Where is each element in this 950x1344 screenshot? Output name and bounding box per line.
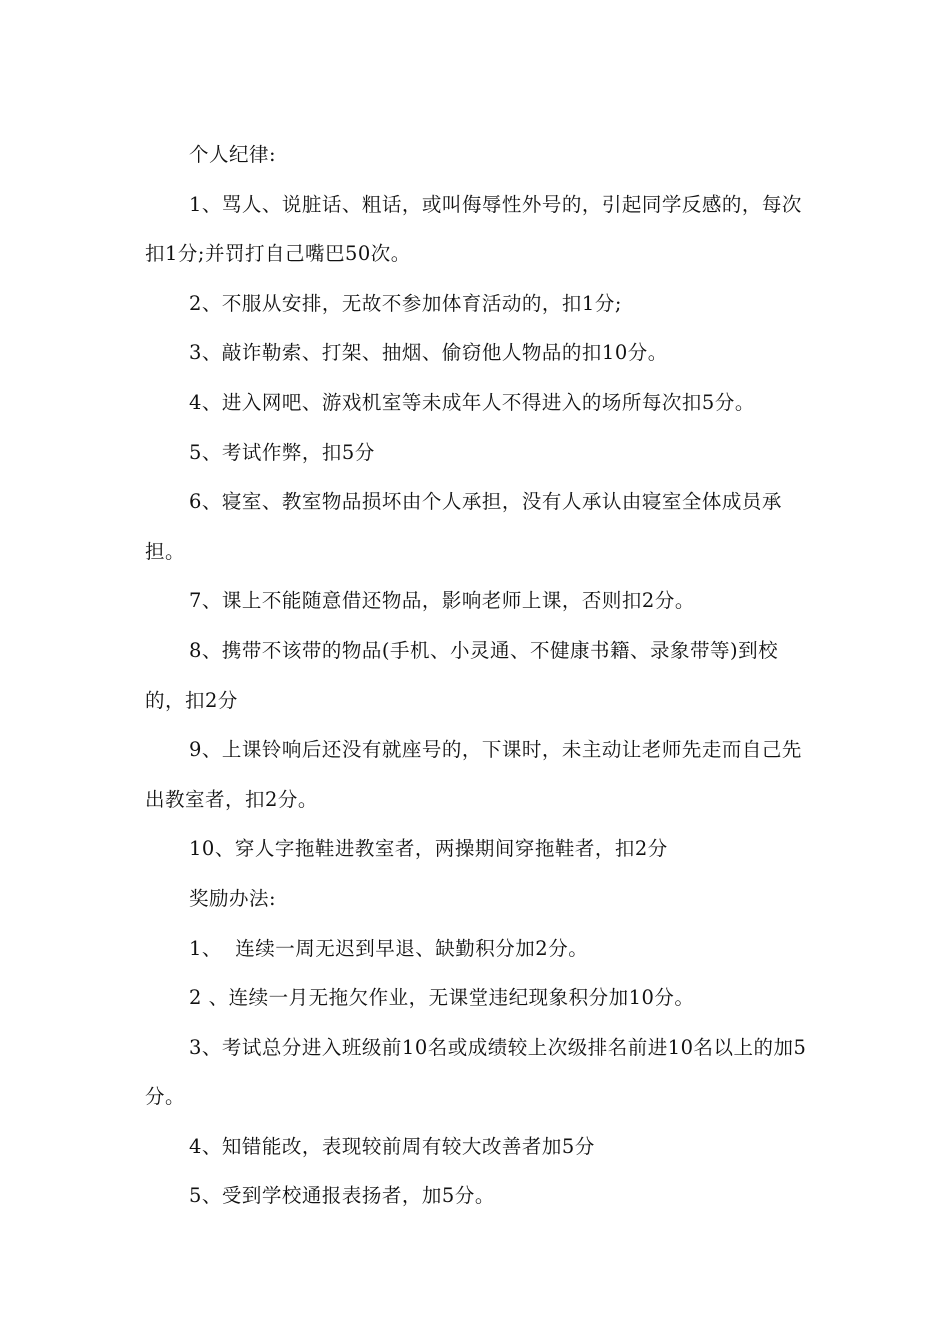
discipline-rule-6: 6、寝室、教室物品损坏由个人承担，没有人承认由寝室全体成员承担。 [145, 490, 782, 563]
discipline-rule-2: 2、不服从安排，无故不参加体育活动的，扣1分; [189, 291, 622, 315]
discipline-rule-10: 10、穿人字拖鞋进教室者，两操期间穿拖鞋者，扣2分 [189, 837, 668, 861]
section-heading-rewards: 奖励办法: [189, 886, 277, 910]
reward-rule-1: 1、 连续一周无迟到早退、缺勤积分加2分。 [189, 936, 589, 960]
discipline-rule-7: 7、课上不能随意借还物品，影响老师上课，否则扣2分。 [189, 589, 695, 613]
reward-rule-4: 4、知错能改，表现较前周有较大改善者加5分 [189, 1134, 595, 1158]
discipline-rule-9: 9、上课铃响后还没有就座号的，下课时，未主动让老师先走而自己先出教室者，扣2分。 [145, 738, 802, 811]
reward-rule-3: 3、考试总分进入班级前10名或成绩较上次级排名前进10名以上的加5分。 [145, 1035, 807, 1109]
section-heading-personal-discipline: 个人纪律: [189, 143, 277, 166]
reward-rule-5: 5、受到学校通报表扬者，加5分。 [189, 1184, 495, 1208]
discipline-rule-8: 8、携带不该带的物品(手机、小灵通、不健康书籍、录象带等)到校的，扣2分 [145, 638, 779, 712]
discipline-rule-5: 5、考试作弊，扣5分 [189, 440, 375, 464]
discipline-rule-3: 3、敲诈勒索、打架、抽烟、偷窃他人物品的扣10分。 [189, 341, 668, 365]
discipline-rule-1: 1、骂人、说脏话、粗话，或叫侮辱性外号的，引起同学反感的，每次扣1分;并罚打自己嘴巴50次。 [145, 192, 802, 266]
reward-rule-2: 2 、连续一月无拖欠作业，无课堂违纪现象积分加10分。 [189, 986, 695, 1010]
discipline-rule-4: 4、进入网吧、游戏机室等未成年人不得进入的场所每次扣5分。 [189, 390, 755, 414]
document-body [145, 130, 815, 1221]
